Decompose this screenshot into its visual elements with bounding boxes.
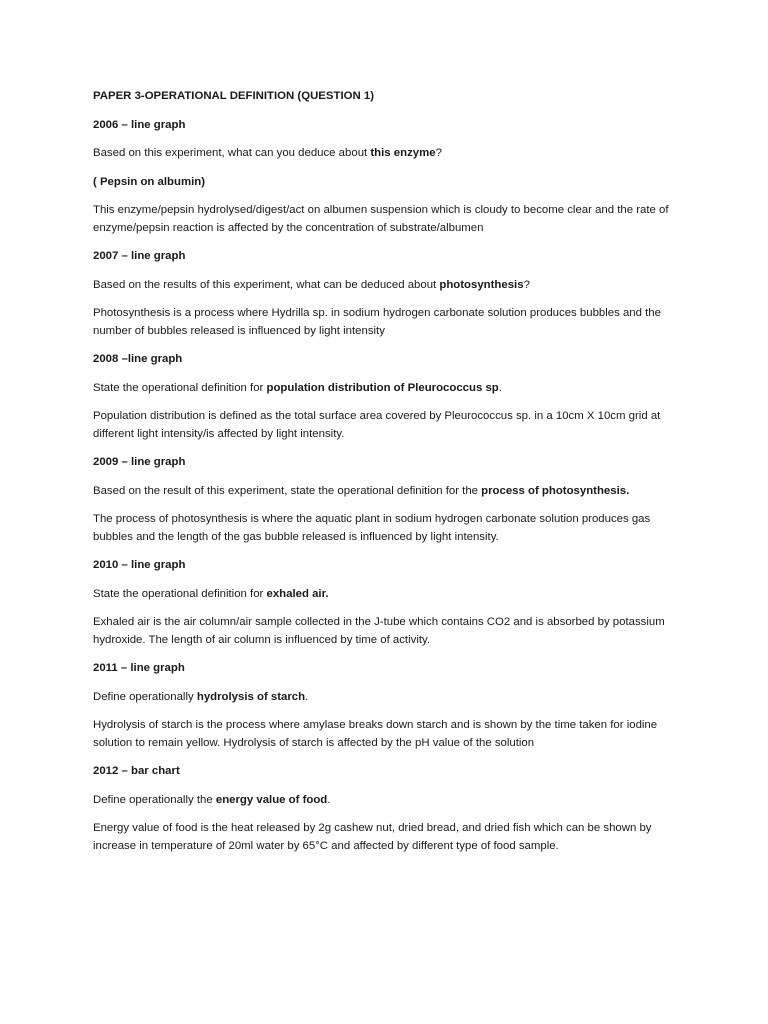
question-keyword: energy value of food	[215, 793, 328, 806]
question-text	[93, 586, 693, 604]
question-text	[93, 380, 693, 398]
answer-text: This enzyme/pepsin hydrolysed/digest/act on albumen suspension which is cloudy to become clear and the rate of enzyme/pepsin reaction is affected by the concentration of substrate/albumen	[93, 204, 669, 234]
question-keyword: exhaled air.	[266, 587, 329, 600]
question-prefix: Define operationally the	[93, 793, 216, 806]
section-2011	[93, 660, 693, 752]
answer-text: Exhaled air is the air column/air sample collected in the J-tube which contains CO2 and is absorbed by potassium hydroxide. The length of air column is influenced by time of activity.	[93, 616, 665, 646]
question-prefix: Based on this experiment, what can you deduce about	[93, 147, 371, 159]
question-text	[93, 483, 693, 501]
question-text	[93, 689, 693, 707]
section-heading: 2010 – line graph	[93, 559, 186, 571]
answer-text: Hydrolysis of starch is the process where amylase breaks down starch and is shown by the time taken for iodine solution to remain yellow. Hydrolysis of starch is affected by the pH value of the solution	[93, 719, 658, 749]
section-heading: 2007 – line graph	[93, 250, 186, 262]
question-keyword: photosynthesis	[439, 278, 524, 291]
section-2012	[93, 763, 693, 855]
question-suffix: .	[305, 690, 309, 703]
question-prefix: State the operational definition for	[93, 381, 267, 394]
section-2007	[93, 248, 693, 340]
question-text	[93, 792, 693, 810]
answer-text: Population distribution is defined as the total surface area covered by Pleurococcus sp. in a 10cm X 10cm grid at different light intensity/is affected by light intensity.	[93, 410, 661, 440]
question-prefix: State the operational definition for	[93, 587, 267, 600]
answer-text: Energy value of food is the heat released by 2g cashew nut, dried bread, and dried fish which can be shown by increase in temperature of 20ml water by 65°C and affected by different type of food sample.	[93, 822, 652, 852]
question-keyword: hydrolysis of starch	[196, 690, 306, 703]
question-prefix: Define operationally	[93, 690, 197, 703]
section-heading: 2006 – line graph	[93, 118, 186, 131]
document-body	[93, 88, 693, 866]
question-suffix: .	[327, 793, 331, 806]
question-keyword: process of photosynthesis.	[481, 484, 630, 497]
section-subnote: ( Pepsin on albumin)	[93, 175, 206, 188]
section-heading: 2011 – line graph	[93, 662, 185, 674]
question-keyword: population distribution of Pleurococcus sp	[266, 381, 499, 394]
question-prefix: Based on the result of this experiment, state the operational definition for the	[93, 484, 482, 497]
question-keyword: this enzyme	[370, 147, 436, 159]
question-suffix: ?	[435, 147, 442, 159]
section-heading: 2008 –line graph	[93, 353, 183, 365]
section-heading: 2012 – bar chart	[93, 765, 180, 777]
section-heading: 2009 – line graph	[93, 456, 186, 468]
answer-text: The process of photosynthesis is where the aquatic plant in sodium hydrogen carbonate solution produces gas bubbles and the length of the gas bubble released is influenced by light intensity.	[93, 513, 651, 543]
section-2010	[93, 557, 693, 649]
page-title: PAPER 3-OPERATIONAL DEFINITION (QUESTION 1)	[93, 90, 374, 102]
question-text	[93, 145, 693, 163]
section-2009	[93, 454, 693, 546]
question-suffix: ?	[523, 278, 530, 291]
section-2008	[93, 351, 693, 443]
question-suffix: .	[498, 381, 502, 394]
question-prefix: Based on the results of this experiment, what can be deduced about	[93, 278, 440, 291]
section-2006	[93, 117, 693, 238]
answer-text: Photosynthesis is a process where Hydrilla sp. in sodium hydrogen carbonate solution produces bubbles and the number of bubbles released is influenced by light intensity	[93, 307, 661, 337]
question-text	[93, 277, 693, 295]
